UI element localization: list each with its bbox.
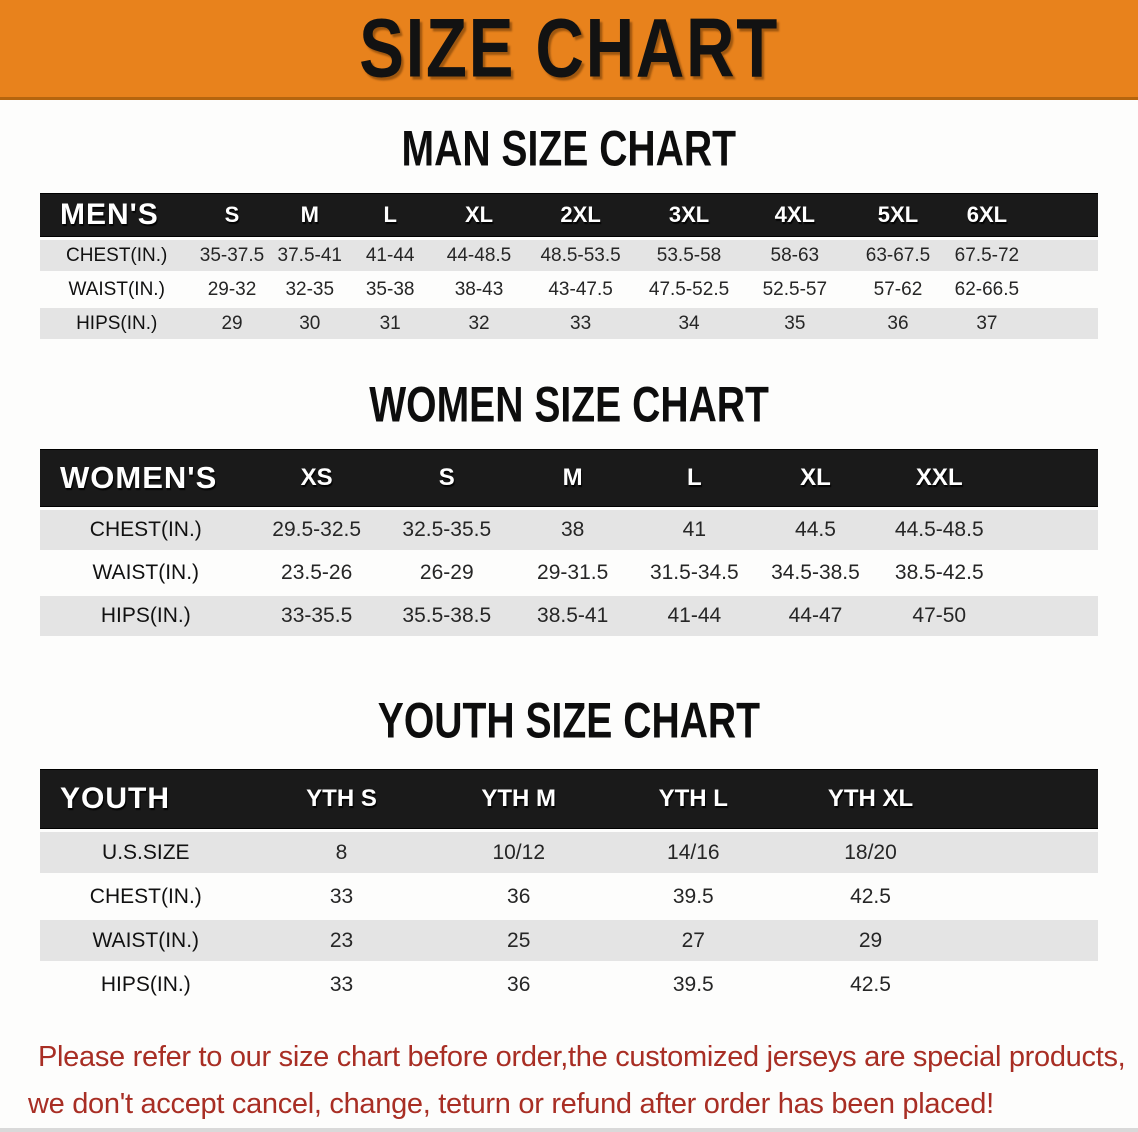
measurement-value: 31 — [349, 308, 432, 339]
measurement-value: 14/16 — [606, 832, 781, 873]
measurement-row — [40, 240, 1098, 271]
youth-section-heading: YOUTH SIZE CHART — [377, 691, 761, 749]
size-column-header: S — [382, 449, 512, 507]
size-column-header: 3XL — [635, 193, 744, 237]
measurement-value: 33-35.5 — [252, 596, 382, 636]
womens-table-wrap — [0, 446, 1138, 639]
size-column-header: 6XL — [950, 193, 1098, 237]
measurement-value: 42.5 — [850, 972, 891, 996]
measurement-label: HIPS(IN.) — [40, 596, 252, 636]
measurement-value: 34 — [635, 308, 744, 339]
banner-title: SIZE CHART — [359, 2, 779, 95]
measurement-value: 63-67.5 — [846, 240, 950, 271]
measurement-value: 27 — [606, 920, 781, 961]
measurement-row — [40, 553, 1098, 593]
size-header-row — [40, 449, 1098, 507]
measurement-label: U.S.SIZE — [40, 832, 252, 873]
measurement-value: 44.5 — [755, 510, 876, 550]
size-column-header: YTH L — [606, 769, 781, 829]
measurement-value: 35-37.5 — [193, 240, 270, 271]
measurement-value: 47-50 — [876, 596, 1098, 636]
mens-size-table — [40, 190, 1098, 342]
measurement-row — [40, 920, 1098, 961]
size-column-header: XL — [755, 449, 876, 507]
measurement-value: 41-44 — [349, 240, 432, 271]
measurement-value: 38.5-42.5 — [894, 561, 984, 584]
measurement-value: 33 — [527, 308, 635, 339]
measurement-value: 32 — [431, 308, 526, 339]
size-column-header: 5XL — [846, 193, 950, 237]
size-column-header: M — [512, 449, 634, 507]
man-size-chart-section — [0, 119, 1138, 342]
measurement-value: 29-32 — [207, 278, 257, 300]
measurement-row — [40, 876, 1098, 917]
youth-table-wrap — [0, 766, 1138, 1008]
measurement-value: 31.5-34.5 — [649, 561, 739, 584]
measurement-value: 32-35 — [285, 278, 335, 300]
measurement-row — [40, 832, 1098, 873]
measurement-value: 44-47 — [755, 596, 876, 636]
measurement-value: 23 — [252, 920, 432, 961]
measurement-value: 29 — [193, 308, 270, 339]
youth-size-chart-section — [0, 691, 1138, 1008]
measurement-value: 23.5-26 — [281, 561, 353, 584]
size-group-label: YOUTH — [40, 769, 252, 829]
measurement-value: 8 — [252, 832, 432, 873]
size-column-header: M — [271, 193, 349, 237]
measurement-value: 53.5-58 — [635, 240, 744, 271]
measurement-label: WAIST(IN.) — [40, 920, 252, 961]
measurement-value: 36 — [507, 884, 531, 908]
measurement-value: 39.5 — [672, 972, 714, 996]
size-group-label: WOMEN'S — [40, 449, 252, 507]
measurement-row — [40, 510, 1098, 550]
measurement-label: CHEST(IN.) — [40, 240, 193, 271]
size-column-header: L — [349, 193, 432, 237]
measurement-value: 26-29 — [419, 561, 474, 584]
measurement-row — [40, 964, 1098, 1005]
size-column-header: S — [193, 193, 270, 237]
size-column-header: YTH S — [252, 769, 432, 829]
measurement-value: 33 — [329, 884, 354, 908]
measurement-value: 38 — [512, 510, 634, 550]
size-chart-banner — [0, 0, 1138, 100]
measurement-value: 43-47.5 — [548, 278, 613, 300]
mens-table-wrap — [0, 190, 1138, 342]
womens-size-table — [40, 446, 1098, 639]
measurement-value: 29-31.5 — [537, 561, 609, 584]
measurement-value: 35.5-38.5 — [382, 596, 512, 636]
measurement-value: 18/20 — [781, 832, 1098, 873]
measurement-row — [40, 274, 1098, 305]
measurement-value: 25 — [431, 920, 606, 961]
measurement-value: 42.5 — [850, 884, 891, 908]
measurement-row — [40, 596, 1098, 636]
measurement-value: 57-62 — [873, 278, 923, 300]
disclaimer-line-2: we don't accept cancel, change, teturn or refund after order has been placed! — [28, 1088, 994, 1120]
measurement-value: 52.5-57 — [762, 278, 828, 300]
measurement-value: 47.5-52.5 — [648, 278, 730, 300]
measurement-value: 62-66.5 — [954, 278, 1020, 300]
size-column-header: YTH XL — [781, 769, 1098, 829]
women-size-chart-section — [0, 375, 1138, 639]
size-column-header: YTH M — [431, 769, 606, 829]
bottom-edge-strip — [0, 1128, 1138, 1132]
size-column-header: XL — [431, 193, 526, 237]
measurement-value: 29.5-32.5 — [252, 510, 382, 550]
measurement-value: 10/12 — [431, 832, 606, 873]
women-section-heading: WOMEN SIZE CHART — [369, 375, 769, 433]
measurement-label: HIPS(IN.) — [100, 972, 191, 996]
measurement-value: 33 — [329, 972, 354, 996]
measurement-value: 44-48.5 — [431, 240, 526, 271]
measurement-value: 39.5 — [672, 884, 714, 908]
size-header-row — [40, 769, 1098, 829]
size-group-label: MEN'S — [40, 193, 193, 237]
measurement-label: WAIST(IN.) — [92, 561, 200, 584]
measurement-value: 32.5-35.5 — [382, 510, 512, 550]
measurement-value: 37.5-41 — [271, 240, 349, 271]
size-header-row — [40, 193, 1098, 237]
measurement-value: 30 — [271, 308, 349, 339]
measurement-label: CHEST(IN.) — [40, 510, 252, 550]
measurement-value: 41 — [634, 510, 756, 550]
measurement-value: 37 — [950, 308, 1098, 339]
youth-size-table — [40, 766, 1098, 1008]
measurement-value: 36 — [507, 972, 531, 996]
size-column-header: 4XL — [744, 193, 847, 237]
measurement-value: 38-43 — [454, 278, 504, 300]
measurement-value: 48.5-53.5 — [527, 240, 635, 271]
measurement-value: 44.5-48.5 — [876, 510, 1098, 550]
measurement-value: 29 — [781, 920, 1098, 961]
size-column-header: L — [634, 449, 756, 507]
measurement-value: 34.5-38.5 — [771, 561, 860, 584]
measurement-value: 35 — [744, 308, 847, 339]
measurement-label: HIPS(IN.) — [40, 308, 193, 339]
measurement-value: 35-38 — [365, 278, 415, 300]
measurement-value: 58-63 — [744, 240, 847, 271]
measurement-label: WAIST(IN.) — [68, 278, 165, 300]
size-column-header: XS — [252, 449, 382, 507]
measurement-row — [40, 308, 1098, 339]
disclaimer-line-1: Please refer to our size chart before order,the customized jerseys are special products, — [38, 1041, 1126, 1073]
disclaimer-note — [0, 1034, 1138, 1128]
measurement-value: 41-44 — [634, 596, 756, 636]
measurement-value: 38.5-41 — [512, 596, 634, 636]
measurement-value: 67.5-72 — [950, 240, 1098, 271]
size-column-header: XXL — [876, 449, 1098, 507]
man-section-heading: MAN SIZE CHART — [401, 119, 737, 177]
size-column-header: 2XL — [527, 193, 635, 237]
measurement-label: CHEST(IN.) — [89, 884, 202, 908]
measurement-value: 36 — [846, 308, 950, 339]
